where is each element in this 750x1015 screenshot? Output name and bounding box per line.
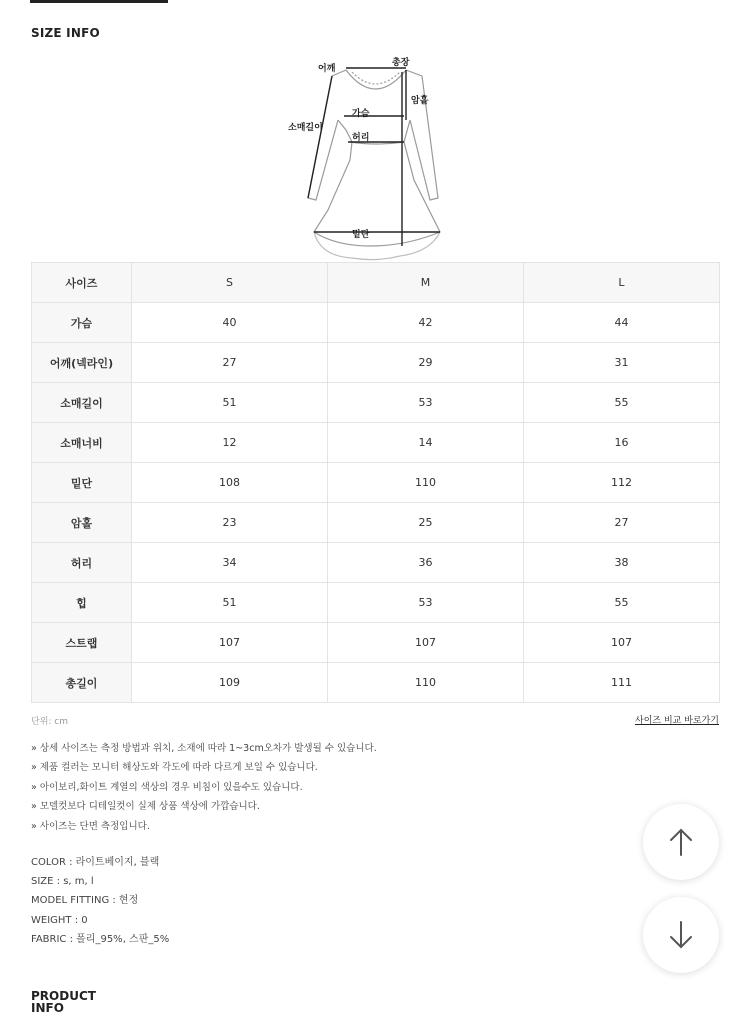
table-row-label: 힙	[32, 583, 132, 623]
spec-fabric: FABRIC : 폴리_95%, 스판_5%	[31, 933, 170, 945]
label-armhole: 암홀	[411, 96, 429, 106]
table-row-label: 스트랩	[32, 623, 132, 663]
table-row-label: 밑단	[32, 463, 132, 503]
table-cell: 23	[132, 503, 328, 543]
table-row-label: 어깨(넥라인)	[32, 343, 132, 383]
table-cell: 107	[328, 623, 524, 663]
label-sleeve-length: 소매길이	[288, 123, 323, 133]
table-row	[32, 543, 720, 583]
table-header-cell: S	[132, 263, 328, 303]
table-row	[32, 583, 720, 623]
table-cell: 107	[524, 623, 720, 663]
table-cell: 108	[132, 463, 328, 503]
label-total-length: 총장	[392, 58, 410, 68]
table-cell: 34	[132, 543, 328, 583]
table-cell: 55	[524, 583, 720, 623]
garment-diagram	[280, 50, 460, 262]
table-row	[32, 463, 720, 503]
note-item: » 상세 사이즈는 측정 방법과 위치, 소재에 따라 1~3cm오차가 발생될 수 있습니다.	[31, 743, 377, 754]
table-row-label: 소매너비	[32, 423, 132, 463]
spec-size: SIZE : s, m, l	[31, 876, 94, 888]
table-cell: 40	[132, 303, 328, 343]
product-info-heading: PRODUCT INFO	[31, 989, 96, 1015]
arrow-up-icon	[668, 827, 694, 857]
table-cell: 51	[132, 583, 328, 623]
table-cell: 53	[328, 383, 524, 423]
label-hem: 밑단	[352, 230, 370, 240]
table-row	[32, 303, 720, 343]
table-row	[32, 423, 720, 463]
table-cell: 31	[524, 343, 720, 383]
table-cell: 36	[328, 543, 524, 583]
table-header-row	[32, 263, 720, 303]
table-cell: 14	[328, 423, 524, 463]
scroll-bottom-button[interactable]	[643, 897, 719, 973]
table-row-label: 허리	[32, 543, 132, 583]
table-header-cell: 사이즈	[32, 263, 132, 303]
note-item: » 제품 컬러는 모니터 해상도와 각도에 따라 다르게 보일 수 있습니다.	[31, 762, 318, 774]
note-item: » 모델컷보다 디테일컷이 실제 상품 색상에 가깝습니다.	[31, 801, 260, 813]
size-notes	[31, 743, 377, 840]
table-cell: 55	[524, 383, 720, 423]
table-cell: 107	[132, 623, 328, 663]
table-row	[32, 343, 720, 383]
note-item: » 아이보리,화이트 계열의 색상의 경우 비침이 있을수도 있습니다.	[31, 781, 303, 793]
table-cell: 110	[328, 663, 524, 703]
arrow-down-icon	[668, 920, 694, 950]
table-cell: 42	[328, 303, 524, 343]
size-table	[31, 262, 720, 703]
unit-label: 단위: cm	[31, 717, 68, 727]
label-waist: 허리	[352, 133, 370, 143]
table-cell: 110	[328, 463, 524, 503]
table-cell: 27	[524, 503, 720, 543]
table-header-cell: M	[328, 263, 524, 303]
table-row	[32, 383, 720, 423]
table-cell: 51	[132, 383, 328, 423]
table-header-cell: L	[524, 263, 720, 303]
dress-illustration	[280, 50, 460, 262]
section-title: SIZE INFO	[31, 26, 100, 40]
spec-color: COLOR : 라이트베이지, 블랙	[31, 857, 160, 868]
table-cell: 44	[524, 303, 720, 343]
top-accent-bar	[30, 0, 168, 3]
table-row-label: 소매길이	[32, 383, 132, 423]
table-cell: 27	[132, 343, 328, 383]
table-cell: 109	[132, 663, 328, 703]
table-row	[32, 503, 720, 543]
product-specs	[31, 857, 169, 953]
table-row-label: 총길이	[32, 663, 132, 703]
table-cell: 111	[524, 663, 720, 703]
table-cell: 38	[524, 543, 720, 583]
table-row-label: 가슴	[32, 303, 132, 343]
size-compare-link[interactable]: 사이즈 비교 바로가기	[635, 716, 719, 726]
label-chest: 가슴	[352, 109, 370, 119]
spec-model-fitting: MODEL FITTING : 현정	[31, 895, 139, 907]
label-shoulder: 어깨	[318, 64, 336, 74]
table-cell: 29	[328, 343, 524, 383]
bottom-heading-clip	[31, 988, 131, 1015]
table-row	[32, 623, 720, 663]
table-cell: 12	[132, 423, 328, 463]
spec-weight: WEIGHT : 0	[31, 914, 88, 926]
scroll-top-button[interactable]	[643, 804, 719, 880]
table-cell: 16	[524, 423, 720, 463]
table-row	[32, 663, 720, 703]
table-cell: 25	[328, 503, 524, 543]
table-row-label: 암홀	[32, 503, 132, 543]
table-cell: 53	[328, 583, 524, 623]
note-item: » 사이즈는 단면 측정입니다.	[31, 820, 150, 832]
table-cell: 112	[524, 463, 720, 503]
